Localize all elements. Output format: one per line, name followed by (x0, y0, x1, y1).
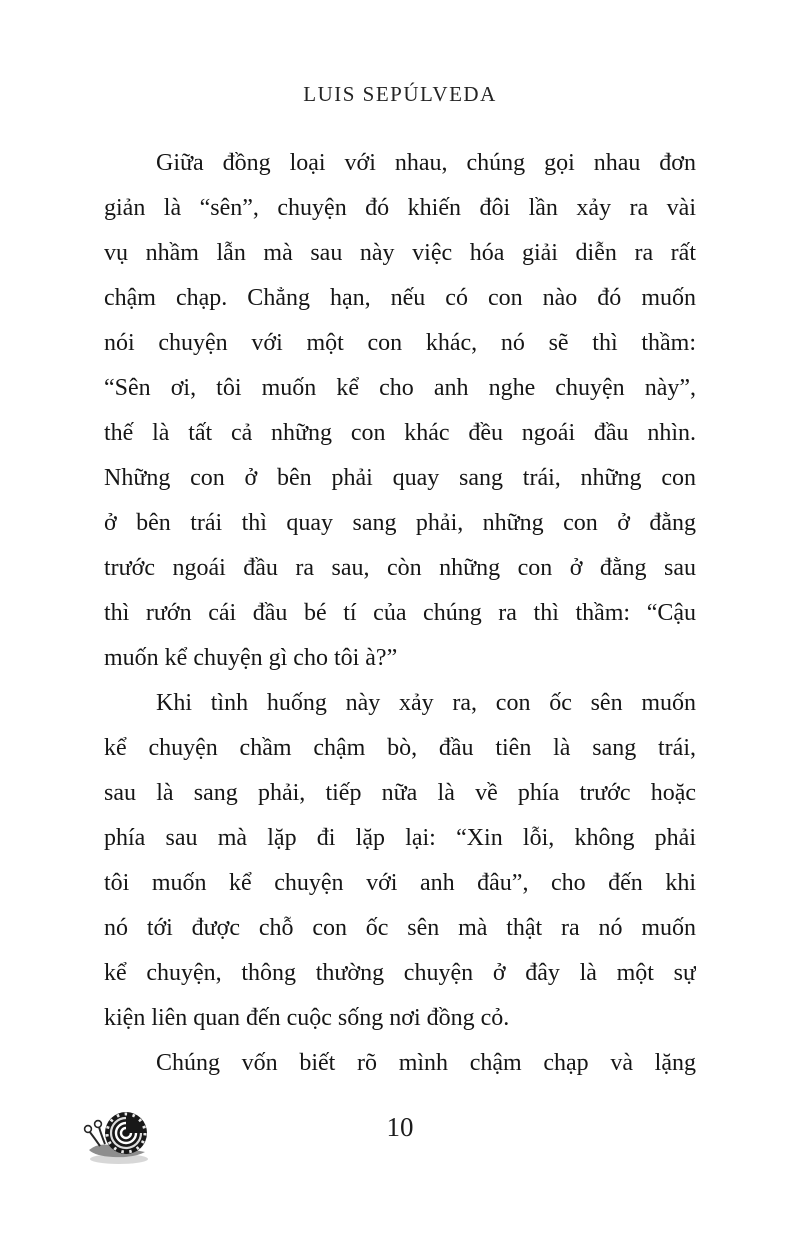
text-line: muốn kể chuyện gì cho tôi à?” (104, 645, 398, 671)
text-line: “Sên ơi, tôi muốn kể cho anh nghe chuyện này”, (104, 375, 696, 401)
text-line: Chúng vốn biết rõ mình chậm chạp và lặng (156, 1050, 696, 1076)
text-line: thì rướn cái đầu bé tí của chúng ra thì thầm: “Cậu (104, 600, 696, 626)
text-line: tôi muốn kể chuyện với anh đâu”, cho đến khi (104, 870, 696, 896)
text-line: phía sau mà lặp đi lặp lại: “Xin lỗi, không phải (104, 825, 696, 851)
running-header-author: LUIS SEPÚLVEDA (303, 82, 497, 106)
text-line: nó tới được chỗ con ốc sên mà thật ra nó muốn (104, 915, 696, 941)
text-line: Khi tình huống này xảy ra, con ốc sên muốn (156, 690, 696, 716)
text-line: kiện liên quan đến cuộc sống nơi đồng cỏ. (104, 1005, 510, 1031)
text-line: sau là sang phải, tiếp nữa là về phía trước hoặc (104, 780, 696, 806)
text-line: Những con ở bên phải quay sang trái, những con (104, 465, 696, 491)
text-line: nói chuyện với một con khác, nó sẽ thì thầm: (104, 330, 696, 356)
text-line: giản là “sên”, chuyện đó khiến đôi lần xảy ra vài (104, 195, 696, 221)
text-line: Giữa đồng loại với nhau, chúng gọi nhau đơn (156, 150, 696, 176)
text-line: trước ngoái đầu ra sau, còn những con ở đằng sau (104, 555, 696, 581)
text-line: kể chuyện chầm chậm bò, đầu tiên là sang trái, (104, 735, 696, 761)
text-line: kể chuyện, thông thường chuyện ở đây là một sự (104, 960, 696, 986)
text-line: thế là tất cả những con khác đều ngoái đầu nhìn. (104, 420, 696, 446)
paragraph (104, 681, 696, 1041)
paragraph (104, 141, 696, 681)
text-line: vụ nhầm lẫn mà sau này việc hóa giải diễn ra rất (104, 240, 696, 266)
page-number: 10 (386, 1112, 414, 1142)
page-body-text (104, 141, 696, 1086)
text-line: ở bên trái thì quay sang phải, những con ở đằng (104, 510, 696, 536)
text-line: chậm chạp. Chẳng hạn, nếu có con nào đó muốn (104, 285, 696, 311)
paragraph (104, 1041, 696, 1086)
